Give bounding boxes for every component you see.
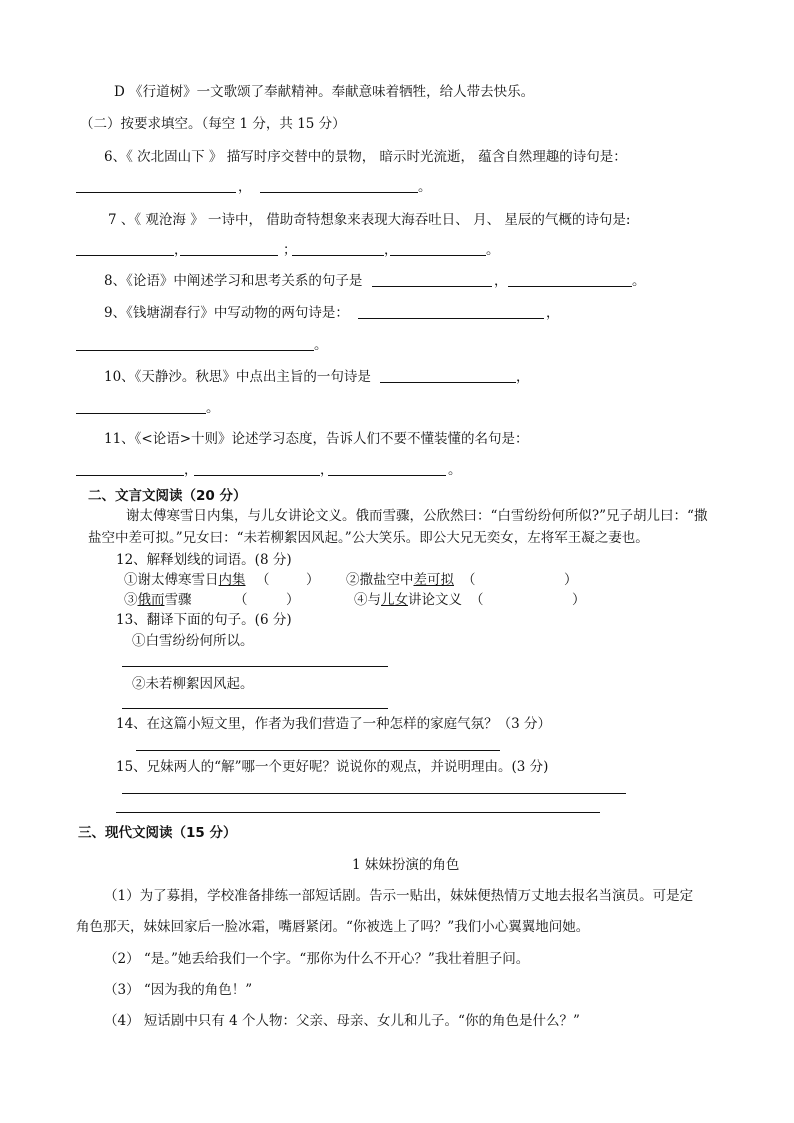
paragraph-1-line-1: （1）为了募捐，学校准备排练一部短话剧。告示一贴出，妹妹便热情万丈地去报名当演员。可是定 (104, 888, 694, 904)
answer-blank[interactable] (380, 382, 516, 383)
answer-blank[interactable] (292, 255, 384, 256)
question-8: 8、《论语》中阐述学习和思考关系的句子是 (104, 273, 363, 289)
comma: ， (494, 273, 508, 289)
question-13: 13、翻译下面的句子。(6 分) (116, 612, 292, 628)
answer-blank[interactable] (390, 255, 486, 256)
period: 。 (206, 400, 220, 416)
question-9: 9、《钱塘湖春行》中写动物的两句诗是： (104, 305, 349, 321)
period: 。 (314, 337, 328, 353)
question-14: 14、在这篇小短文里，作者为我们营造了一种怎样的家庭气氛？（3 分） (116, 716, 552, 732)
paragraph-3: （3） “因为我的角色！” (104, 982, 253, 998)
q12-item-1: ①谢太傅寒雪日内集 (124, 572, 246, 588)
answer-blank[interactable] (76, 192, 236, 193)
question-11: 11、《<论语>十则》论述学习态度，告诉人们不要不懂装懂的名句是： (104, 431, 529, 447)
paragraph-4: （4） 短话剧中只有 4 个人物：父亲、母亲、女儿和儿子。“你的角色是什么？” (104, 1013, 580, 1029)
q12-item-3: ③俄而雪骤 (124, 592, 192, 608)
paragraph-1-line-2: 角色那天，妹妹回家后一脸冰霜，嘴唇紧闭。“你被选上了吗？”我们小心翼翼地问她。 (76, 919, 590, 935)
paragraph-2: （2） “是。”她丢给我们一个字。“那你为什么不开心？”我壮着胆子问。 (104, 951, 530, 967)
period: 。 (486, 242, 500, 258)
passage-line-1: 谢太傅寒雪日内集，与儿女讲论文义。俄而雪骤，公欣然曰：“白雪纷纷何所似?”兄子胡儿曰：“撒 (126, 508, 708, 524)
q13-item-1: ①白雪纷纷何所以。 (132, 633, 254, 649)
lparen: （ (470, 592, 484, 608)
answer-line[interactable] (122, 666, 388, 667)
comma: ， (384, 242, 398, 258)
comma: ， (516, 369, 530, 385)
answer-blank[interactable] (328, 475, 446, 476)
question-12: 12、解释划线的词语。(8 分) (116, 552, 292, 568)
answer-line[interactable] (122, 708, 388, 709)
answer-blank[interactable] (76, 413, 206, 414)
answer-blank[interactable] (76, 475, 184, 476)
period: 。 (448, 462, 462, 478)
comma: ， (546, 305, 560, 321)
lparen: （ (462, 572, 476, 588)
classical-heading: 二、文言文阅读（20 分） (88, 488, 247, 504)
answer-blank[interactable] (260, 192, 418, 193)
rparen: ） (572, 592, 586, 608)
answer-blank[interactable] (76, 255, 174, 256)
article-title: 1 妹妹扮演的角色 (352, 857, 460, 873)
passage-line-2: 盐空中差可拟。”兄女曰：“未若柳絮因风起。”公大笑乐。即公大兄无奕女，左将军王凝之妻也。 (88, 530, 649, 546)
comma: ， (174, 242, 188, 258)
question-15: 15、兄妹两人的“解”哪一个更好呢？说说你的观点，并说明理由。(3 分) (116, 759, 549, 775)
option-d: D 《行道树》一文歌颂了奉献精神。奉献意味着牺牲，给人带去快乐。 (114, 84, 535, 100)
rparen: ） (564, 572, 578, 588)
semicolon: ； (283, 242, 297, 258)
answer-blank[interactable] (358, 318, 544, 319)
question-7: 7 、《 观沧海 》 一诗中， 借助奇特想象来表现大海吞吐日、 月、 星辰的气概的诗句是: (108, 212, 631, 228)
rparen: ） (306, 572, 320, 588)
rparen: ） (286, 592, 300, 608)
comma: ， (184, 462, 198, 478)
period: 。 (418, 179, 432, 195)
q13-item-2: ②未若柳絮因风起。 (132, 676, 254, 692)
question-10: 10、《天静沙。秋思》中点出主旨的一句诗是 (104, 369, 371, 385)
answer-line[interactable] (122, 793, 626, 794)
answer-line[interactable] (116, 812, 600, 813)
answer-blank[interactable] (180, 255, 278, 256)
q12-item-2: ②撒盐空中差可拟 (346, 572, 454, 588)
answer-line[interactable] (136, 750, 500, 751)
comma: ， (238, 179, 252, 195)
fill-heading: （二）按要求填空。（每空 1 分，共 15 分） (80, 116, 346, 132)
question-6: 6、《 次北固山下 》 描写时序交替中的景物， 暗示时光流逝， 蕴含自然理趣的诗句是： (104, 149, 627, 165)
modern-heading: 三、现代文阅读（15 分） (78, 825, 237, 841)
comma: ， (320, 462, 334, 478)
q12-item-4: ④与儿女讲论文义 (354, 592, 462, 608)
lparen: （ (256, 572, 270, 588)
answer-blank[interactable] (372, 286, 492, 287)
period: 。 (632, 273, 646, 289)
answer-blank[interactable] (194, 475, 320, 476)
answer-blank[interactable] (76, 350, 314, 351)
answer-blank[interactable] (508, 286, 632, 287)
lparen: （ (234, 592, 248, 608)
